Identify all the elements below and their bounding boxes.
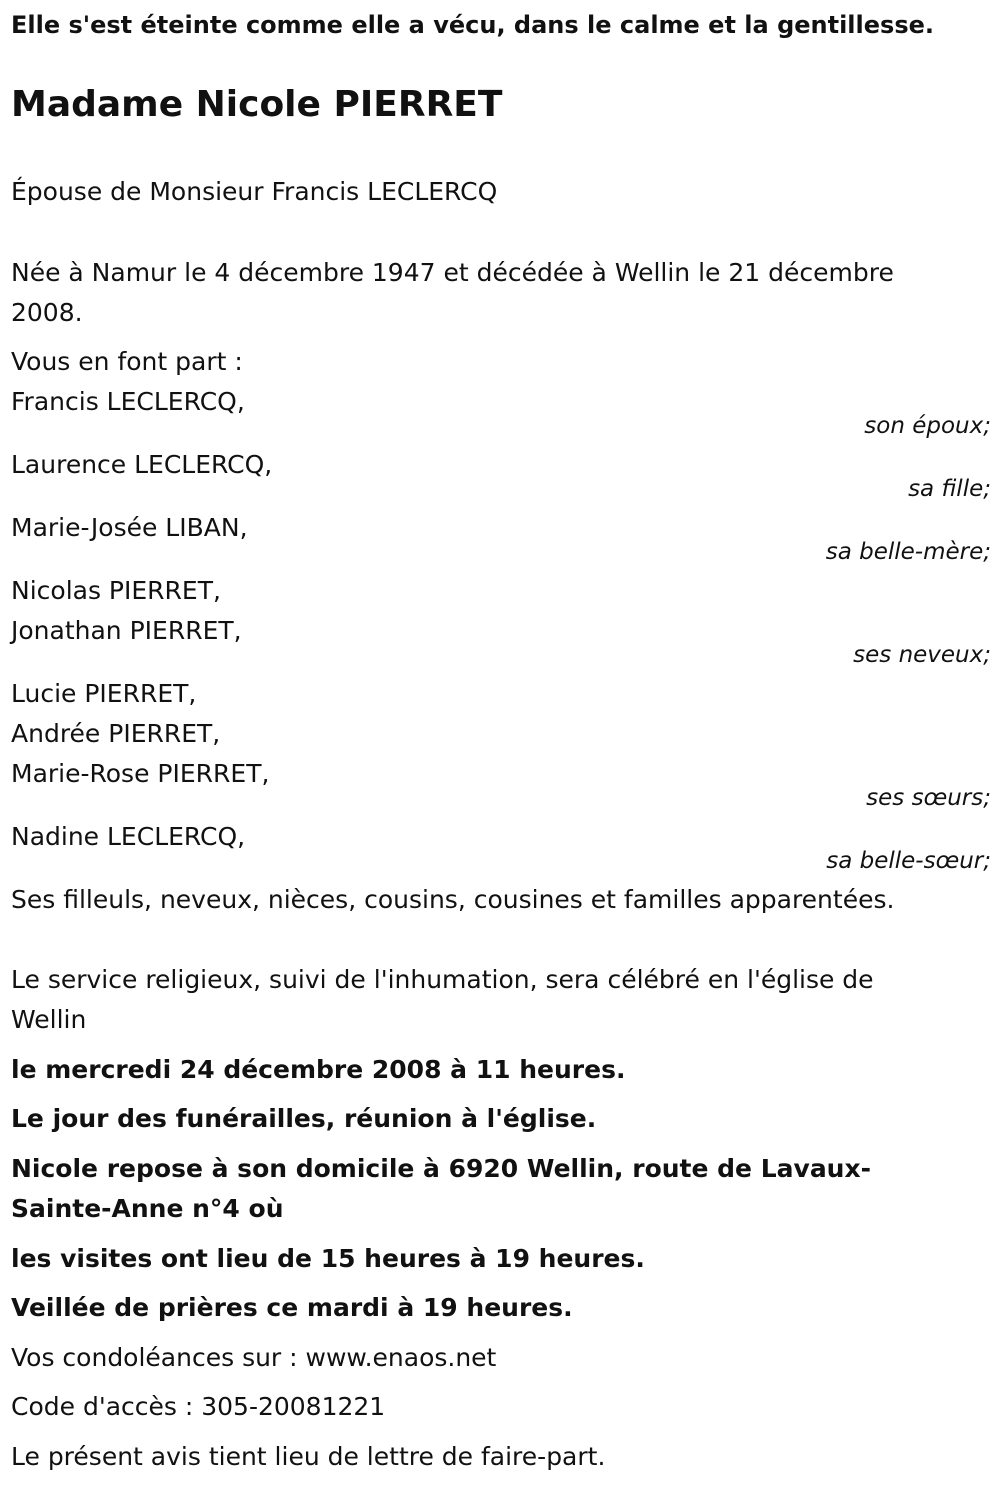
birth-death-line-1: Née à Namur le 4 décembre 1947 et décédée à Wellin le 21 décembre [11,258,894,287]
family-member-name: Nadine LECLERCQ, [11,822,246,851]
meeting-info: Le jour des funérailles, réunion à l'église. [11,1104,597,1133]
intro-text: Elle s'est éteinte comme elle a vécu, dans le calme et la gentillesse. [11,11,935,39]
family-member-name: Laurence LECLERCQ, [11,450,273,479]
service-line-1: Le service religieux, suivi de l'inhumation, sera célébré en l'église de [11,965,874,994]
family-member-name: Marie-Rose PIERRET, [11,759,270,788]
closing-note: Le présent avis tient lieu de lettre de faire-part. [11,1442,606,1471]
family-relation: sa fille; [908,476,991,502]
visits-info: les visites ont lieu de 15 heures à 19 heures. [11,1244,645,1273]
family-member-name: Lucie PIERRET, [11,679,197,708]
family-member-name: Marie-Josée LIBAN, [11,513,248,542]
family-relation: sa belle-mère; [825,539,991,565]
family-relation: ses sœurs; [866,785,991,811]
access-code: Code d'accès : 305-20081221 [11,1392,386,1421]
condolences-info: Vos condoléances sur : www.enaos.net [11,1343,497,1372]
family-relation: ses neveux; [853,642,991,668]
repose-line-2: Sainte-Anne n°4 où [11,1194,284,1223]
family-member-name: Nicolas PIERRET, [11,576,221,605]
repose-line-1: Nicole repose à son domicile à 6920 Wellin, route de Lavaux- [11,1154,871,1183]
family-relation: son époux; [864,413,991,439]
deceased-name: Madame Nicole PIERRET [11,84,503,125]
service-line-2: Wellin [11,1005,87,1034]
family-relation: sa belle-sœur; [826,848,991,874]
announce-intro: Vous en font part : [11,347,243,376]
spouse-line: Épouse de Monsieur Francis LECLERCQ [11,177,498,206]
family-member-name: Andrée PIERRET, [11,719,221,748]
birth-death-line-2: 2008. [11,298,83,327]
service-date: le mercredi 24 décembre 2008 à 11 heures. [11,1055,626,1084]
vigil-info: Veillée de prières ce mardi à 19 heures. [11,1293,573,1322]
family-member-name: Jonathan PIERRET, [11,616,242,645]
extended-family: Ses filleuls, neveux, nièces, cousins, cousines et familles apparentées. [11,885,895,914]
family-member-name: Francis LECLERCQ, [11,387,245,416]
